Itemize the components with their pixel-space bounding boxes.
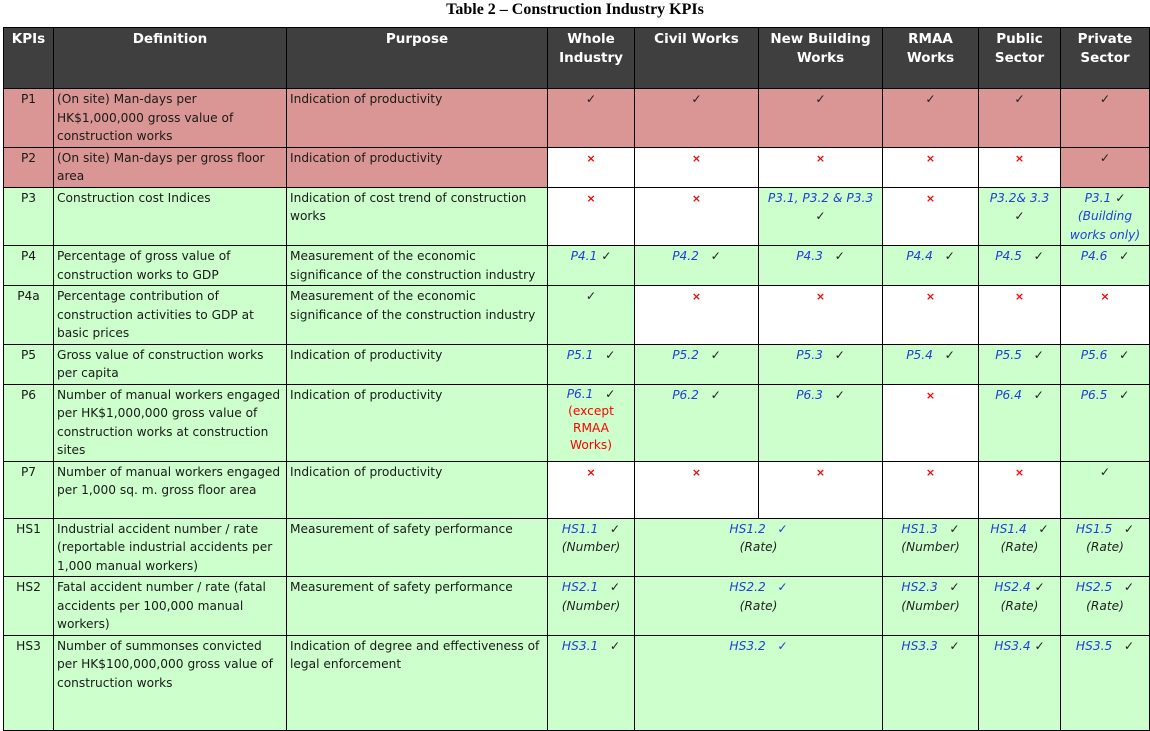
cross-icon: ×: [925, 388, 936, 402]
check-icon: ✓: [1123, 580, 1135, 594]
cross-icon: ×: [691, 151, 702, 165]
kpi-ref: HS2.2: [729, 580, 766, 594]
check-icon: ✓: [1014, 92, 1025, 106]
check-icon: ✓: [949, 638, 960, 653]
kpi-definition: Construction cost Indices: [54, 187, 287, 246]
check-icon: ✓: [834, 249, 845, 263]
header-public-sector: Public Sector: [979, 28, 1061, 89]
kpi-ref: P5.1: [566, 347, 594, 362]
cross-icon: ×: [586, 465, 596, 479]
header-definition: Definition: [54, 28, 287, 89]
kpi-ref: HS2.4: [994, 580, 1031, 594]
check-icon: ✓: [605, 386, 616, 401]
cross-icon: ×: [691, 290, 702, 303]
kpi-id: P2: [4, 147, 54, 187]
check-icon: ✓: [1099, 92, 1111, 106]
kpi-ref: HS1.3: [901, 521, 938, 536]
check-icon: ✓: [585, 289, 597, 303]
check-icon: ✓: [710, 387, 721, 402]
kpi-definition: Industrial accident number / rate (reportable industrial accidents per 1,000 manual workers): [54, 518, 287, 577]
check-icon: ✓: [1033, 249, 1044, 263]
kpi-note: (Rate): [1000, 598, 1039, 613]
check-icon: ✓: [1033, 387, 1044, 402]
table-title: Table 2 – Construction Industry KPIs: [446, 1, 704, 18]
kpi-purpose: Indication of productivity: [287, 344, 548, 384]
kpi-purpose: Indication of productivity: [287, 461, 548, 518]
header-civil-works: Civil Works: [635, 28, 759, 89]
kpi-purpose: Indication of productivity: [287, 147, 548, 187]
check-icon: ✓: [834, 387, 845, 402]
kpi-note: (except RMAA Works): [568, 403, 614, 452]
kpi-ref: P4.3: [796, 249, 823, 263]
check-icon: ✓: [834, 347, 845, 362]
check-icon: ✓: [1119, 249, 1130, 263]
kpi-ref: HS2.3: [901, 580, 938, 594]
kpi-purpose: Measurement of safety performance: [287, 577, 548, 636]
check-icon: ✓: [691, 92, 702, 106]
kpi-note: (Rate): [1086, 540, 1124, 554]
check-icon: ✓: [777, 580, 788, 594]
header-purpose: Purpose: [287, 28, 548, 89]
kpi-id: HS3: [4, 635, 54, 730]
kpi-note: (Rate): [1086, 598, 1124, 613]
table-row: [4, 344, 1150, 384]
kpi-ref: HS1.4: [990, 521, 1027, 536]
kpi-id: HS2: [4, 577, 54, 636]
cross-icon: ×: [925, 191, 936, 205]
kpi-ref: P4.5: [995, 249, 1022, 263]
kpi-definition: Fatal accident number / rate (fatal accidents per 100,000 manual workers): [54, 577, 287, 636]
kpi-definition: Gross value of construction works per capita: [54, 344, 287, 384]
check-icon: ✓: [944, 249, 955, 263]
check-icon: ✓: [1099, 464, 1111, 479]
check-icon: ✓: [1014, 209, 1025, 223]
check-icon: ✓: [1119, 347, 1130, 362]
kpi-ref: HS3.1: [561, 638, 599, 653]
kpi-ref: HS3.4: [994, 638, 1031, 653]
check-icon: ✓: [1033, 347, 1044, 362]
kpi-note: (Number): [561, 598, 621, 613]
check-icon: ✓: [815, 92, 826, 106]
kpi-id: P5: [4, 344, 54, 384]
check-icon: ✓: [949, 580, 960, 594]
kpi-purpose: Indication of degree and effectiveness of legal enforcement: [287, 635, 548, 730]
check-icon: ✓: [1123, 521, 1135, 536]
kpi-purpose: Measurement of the economic significance of the construction industry: [287, 246, 548, 286]
header-whole-industry: Whole Industry: [548, 28, 635, 89]
kpi-definition: Number of summonses convicted per HK$100,000,000 gross value of construction works: [54, 635, 287, 730]
kpi-ref: P6.4: [995, 387, 1022, 402]
kpi-ref: P6.5: [1080, 387, 1108, 402]
check-icon: ✓: [710, 347, 721, 362]
kpi-ref: P6.2: [672, 387, 699, 402]
table-row: [4, 147, 1150, 187]
check-icon: ✓: [1115, 190, 1126, 205]
kpi-definition: Number of manual workers engaged per 1,000 sq. m. gross floor area: [54, 461, 287, 518]
kpi-ref: P3.1, P3.2 & P3.3: [767, 190, 874, 205]
kpi-ref: P5.2: [672, 347, 699, 362]
kpi-purpose: Indication of productivity: [287, 384, 548, 461]
kpi-id: P7: [4, 461, 54, 518]
check-icon: ✓: [710, 249, 721, 263]
kpi-definition: (On site) Man-days per HK$1,000,000 gross value of construction works: [54, 89, 287, 148]
check-icon: ✓: [925, 92, 936, 106]
header-private-sector: Private Sector: [1061, 28, 1150, 89]
kpi-purpose: Measurement of safety performance: [287, 518, 548, 577]
kpi-ref: HS1.5: [1075, 521, 1113, 536]
kpi-id: P4a: [4, 286, 54, 345]
cross-icon: ×: [691, 191, 702, 205]
kpi-id: P4: [4, 246, 54, 286]
kpi-ref: HS1.2: [729, 521, 766, 536]
kpi-ref: P5.3: [796, 347, 823, 362]
cross-icon: ×: [1014, 290, 1025, 303]
cross-icon: ×: [586, 191, 596, 205]
table-row: [4, 577, 1150, 636]
check-icon: ✓: [944, 347, 955, 362]
table-row: [4, 89, 1150, 148]
kpi-note: (Number): [901, 598, 960, 613]
kpi-ref: P5.4: [906, 347, 933, 362]
check-icon: ✓: [585, 92, 597, 106]
kpi-definition: Percentage of gross value of construction works to GDP: [54, 246, 287, 286]
header-new-building-works: New Building Works: [759, 28, 883, 89]
cross-icon: ×: [1014, 465, 1025, 479]
table-row: [4, 246, 1150, 286]
check-icon: ✓: [605, 347, 616, 362]
cross-icon: ×: [925, 151, 936, 165]
kpi-ref: P5.6: [1080, 347, 1108, 362]
header-kpis: KPIs: [4, 28, 54, 89]
kpi-note: (Number): [561, 540, 621, 554]
table-row: [4, 286, 1150, 345]
kpi-ref: HS3.3: [901, 638, 938, 653]
check-icon: ✓: [1123, 638, 1135, 653]
kpi-table: [3, 27, 1150, 731]
kpi-note: (Rate): [739, 540, 778, 554]
kpi-id: P1: [4, 89, 54, 148]
kpi-ref: P4.2: [672, 249, 699, 263]
kpi-ref: P4.1: [570, 249, 598, 263]
table-row: [4, 187, 1150, 246]
check-icon: ✓: [815, 209, 826, 223]
check-icon: ✓: [1038, 521, 1049, 536]
kpi-ref: P6.1: [566, 386, 594, 401]
kpi-note: (Rate): [1000, 540, 1039, 554]
cross-icon: ×: [925, 290, 936, 303]
check-icon: ✓: [1119, 387, 1130, 402]
check-icon: ✓: [609, 580, 621, 594]
kpi-note: (Rate): [739, 598, 778, 613]
check-icon: ✓: [601, 249, 612, 263]
table-row: [4, 384, 1150, 461]
kpi-ref: P6.3: [796, 387, 823, 402]
kpi-id: P3: [4, 187, 54, 246]
check-icon: ✓: [609, 521, 621, 536]
kpi-ref: P4.4: [906, 249, 933, 263]
kpi-purpose: Indication of productivity: [287, 89, 548, 148]
kpi-ref: HS1.1: [561, 521, 599, 536]
cross-icon: ×: [815, 290, 826, 303]
kpi-definition: Number of manual workers engaged per HK$1,000,000 gross value of construction works at construction sites: [54, 384, 287, 461]
check-icon: ✓: [1099, 150, 1111, 165]
kpi-note: (Number): [901, 540, 960, 554]
cross-icon: ×: [925, 465, 936, 479]
kpi-ref: HS3.5: [1075, 638, 1113, 653]
cross-icon: ×: [1100, 290, 1110, 303]
cross-icon: ×: [586, 151, 596, 165]
kpi-ref: HS3.2: [729, 638, 766, 653]
kpi-id: HS1: [4, 518, 54, 577]
kpi-id: P6: [4, 384, 54, 461]
check-icon: ✓: [777, 638, 788, 653]
kpi-definition: (On site) Man-days per gross floor area: [54, 147, 287, 187]
table-row: [4, 518, 1150, 577]
check-icon: ✓: [949, 521, 960, 536]
kpi-ref: P4.6: [1080, 249, 1108, 263]
header-rmaa-works: RMAA Works: [883, 28, 979, 89]
cross-icon: ×: [691, 465, 702, 479]
check-icon: ✓: [1034, 638, 1045, 653]
kpi-purpose: Indication of cost trend of construction works: [287, 187, 548, 246]
kpi-ref: P5.5: [995, 347, 1022, 362]
kpi-ref: HS2.5: [1075, 580, 1113, 594]
cross-icon: ×: [815, 151, 826, 165]
cross-icon: ×: [1014, 151, 1025, 165]
check-icon: ✓: [777, 521, 788, 536]
header-row: [4, 28, 1150, 89]
kpi-ref: HS2.1: [561, 580, 599, 594]
kpi-definition: Percentage contribution of construction activities to GDP at basic prices: [54, 286, 287, 345]
kpi-ref: P3.1: [1084, 190, 1112, 205]
check-icon: ✓: [609, 638, 621, 653]
cross-icon: ×: [815, 465, 826, 479]
table-row: [4, 461, 1150, 518]
check-icon: ✓: [1034, 580, 1045, 594]
kpi-note: (Building works only): [1069, 209, 1141, 242]
kpi-purpose: Measurement of the economic significance of the construction industry: [287, 286, 548, 345]
kpi-ref: P3.2& 3.3: [989, 190, 1050, 205]
